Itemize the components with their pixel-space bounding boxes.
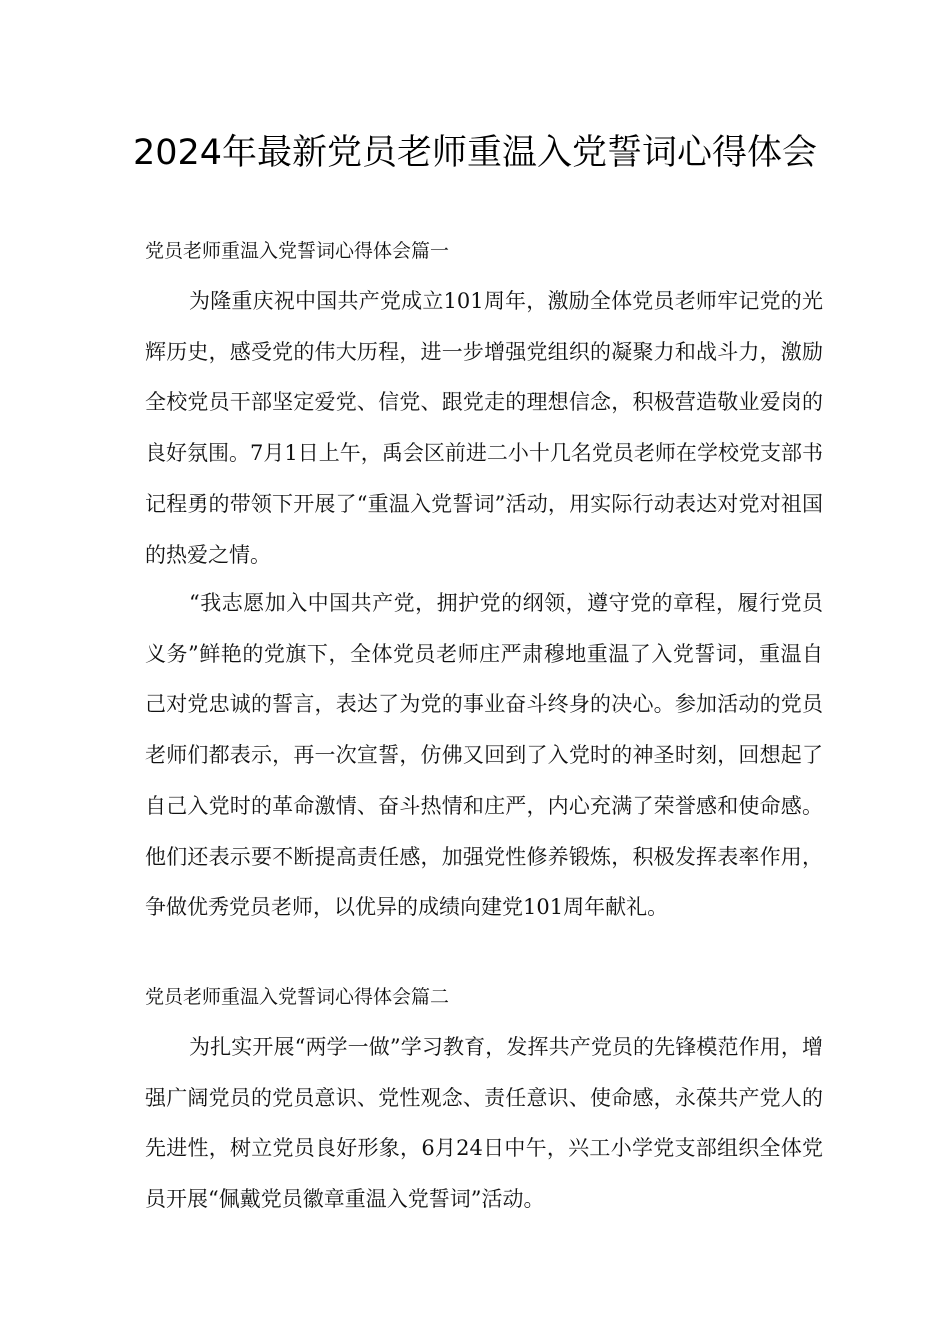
paragraph-1-2: “我志愿加入中国共产党，拥护党的纲领，遵守党的章程，履行党员义务”鲜艳的党旗下，全体党员老师庄严肃穆地重温了入党誓词，重温自己对党忠诚的誓言，表达了为党的事业奋斗终身的决心。参加活动的党员老师们都表示，再一次宣誓，仿佛又回到了入党时的神圣时刻，回想起了自己入党时的革命激情、奋斗热情和庄严，内心充满了荣誉感和使命感。他们还表示要不断提高责任感，加强党性修养锻炼，积极发挥表率作用，争做优秀党员老师，以优异的成绩向建党101周年献礼。 — [145, 591, 823, 920]
paragraph-2-1: 为扎实开展“两学一做”学习教育，发挥共产党员的先锋模范作用，增强广阔党员的党员意识、党性观念、责任意识、使命感，永葆共产党人的先进性，树立党员良好形象，6月24日中午，兴工小学党支部组织全体党员开展“佩戴党员徽章重温入党誓词”活动。 — [145, 1035, 823, 1212]
section-heading-2: 党员老师重温入党誓词心得体会篇二 — [145, 986, 450, 1008]
section-heading-1: 党员老师重温入党誓词心得体会篇一 — [145, 240, 450, 262]
paragraph-1-1: 为隆重庆祝中国共产党成立101周年，激励全体党员老师牢记党的光辉历史，感受党的伟大历程，进一步增强党组织的凝聚力和战斗力，激励全校党员干部坚定爱党、信党、跟党走的理想信念，积极营造敬业爱岗的良好氛围。7月1日上午，禹会区前进二小十几名党员老师在学校党支部书记程勇的带领下开展了“重温入党誓词”活动，用实际行动表达对党对祖国的热爱之情。 — [145, 289, 823, 567]
document-title: 2024年最新党员老师重温入党誓词心得体会 — [132, 133, 818, 173]
